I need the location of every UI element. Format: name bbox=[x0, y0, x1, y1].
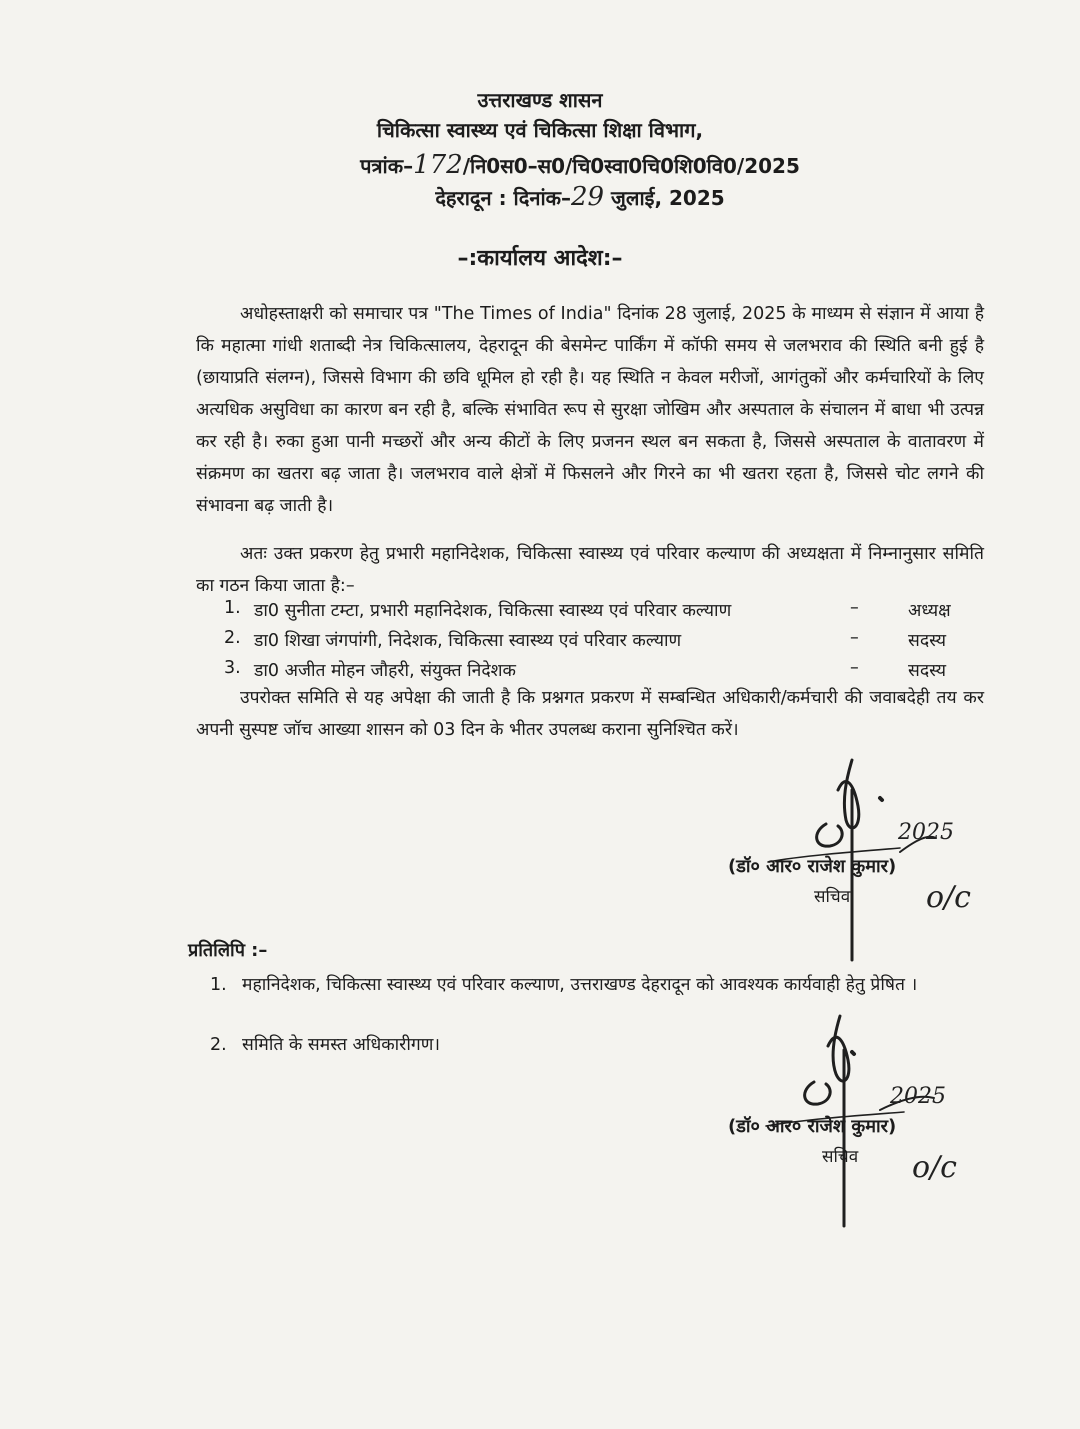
copy-to-heading: प्रतिलिपि :– bbox=[188, 940, 268, 961]
member-dash: – bbox=[850, 658, 859, 678]
date-prefix: देहरादून : दिनांक– bbox=[435, 186, 571, 210]
copy-item-text: समिति के समस्त अधिकारीगण। bbox=[242, 1035, 441, 1055]
paragraph-background: अधोहस्ताक्षरी को समाचार पत्र "The Times of India" दिनांक 28 जुलाई, 2025 के माध्यम से संज्ञान में आया है कि महात्मा गांधी शताब्दी नेत्र चिकित्सालय, देहरादून की बेसमेन्ट पार्किंग में कॉफी समय से जलभराव की स्थिति बनी हुई है (छायाप्रति संलग्न), जिससे विभाग की छवि धूमिल हो रही है। यह स्थिति न केवल मरीजों, आगंतुकों और कर्मचारियों के लिए अत्यधिक असुविधा का कारण बन रही है, बल्कि संभावित रूप से सुरक्षा जोखिम और अस्पताल के संचालन में बाधा भी उत्पन्न कर रही है। रुका हुआ पानी मच्छरों और अन्य कीटों के लिए प्रजनन स्थल बन सकता है, जिससे अस्पताल के वातावरण में संक्रमण का खतरा बढ़ जाता है। जलभराव वाले क्षेत्रों में फिसलने और गिरने का भी खतरा रहता है, जिससे चोट लगने की संभावना बढ़ जाती है। bbox=[196, 304, 984, 516]
document-title: –:कार्यालय आदेश:– bbox=[457, 246, 623, 271]
member-role: अध्यक्ष bbox=[908, 601, 951, 621]
member-name: डा0 सुनीता टम्टा, प्रभारी महानिदेशक, चिकित्सा स्वास्थ्य एवं परिवार कल्याण bbox=[254, 601, 732, 621]
signatory-name: (डॉ० आर० राजेश कुमार) bbox=[728, 856, 897, 877]
member-role: सदस्य bbox=[908, 631, 947, 651]
member-dash: – bbox=[850, 628, 859, 648]
member-number: 3. bbox=[224, 658, 241, 678]
handwritten-date: 2025 bbox=[898, 820, 954, 845]
date-day-handwritten: 29 bbox=[571, 182, 605, 212]
reference-number-handwritten: 172 bbox=[413, 150, 463, 180]
member-name: डा0 अजीत मोहन जौहरी, संयुक्त निदेशक bbox=[254, 661, 516, 681]
handwritten-note: o/c bbox=[912, 1150, 957, 1185]
member-number: 1. bbox=[224, 598, 241, 618]
signatory-name: (डॉ० आर० राजेश कुमार) bbox=[728, 1116, 897, 1137]
reference-suffix: /नि0स0–स0/चि0स्वा0चि0शि0वि0/2025 bbox=[462, 154, 800, 178]
member-number: 2. bbox=[224, 628, 241, 648]
government-name: उत्तराखण्ड शासन bbox=[477, 88, 603, 112]
department-name: चिकित्सा स्वास्थ्य एवं चिकित्सा शिक्षा विभाग, bbox=[376, 118, 704, 142]
handwritten-date: 2025 bbox=[890, 1084, 946, 1109]
handwritten-note: o/c bbox=[926, 880, 971, 915]
member-role: सदस्य bbox=[908, 661, 947, 681]
copy-item-number: 2. bbox=[210, 1035, 227, 1055]
paragraph-committee-mandate: उपरोक्त समिति से यह अपेक्षा की जाती है कि प्रश्नगत प्रकरण में सम्बन्धित अधिकारी/कर्मचारी की जवाबदेही तय कर अपनी सुस्पष्ट जॉच आख्या शासन को 03 दिन के भीतर उपलब्ध कराना सुनिश्चित करें। bbox=[196, 688, 984, 740]
member-name: डा0 शिखा जंगपांगी, निदेशक, चिकित्सा स्वास्थ्य एवं परिवार कल्याण bbox=[254, 631, 682, 651]
copy-item-text: महानिदेशक, चिकित्सा स्वास्थ्य एवं परिवार कल्याण, उत्तराखण्ड देहरादून को आवश्यक कार्यवाही हेतु प्रेषित । bbox=[242, 975, 918, 995]
signatory-designation: सचिव bbox=[814, 887, 851, 907]
date-suffix: जुलाई, 2025 bbox=[604, 186, 725, 210]
paragraph-committee-intro: अतः उक्त प्रकरण हेतु प्रभारी महानिदेशक, चिकित्सा स्वास्थ्य एवं परिवार कल्याण की अध्यक्षता में निम्नानुसार समिति का गठन किया जाता है:– bbox=[196, 544, 984, 596]
signatory-designation: सचिव bbox=[822, 1147, 859, 1167]
reference-prefix: पत्रांक– bbox=[360, 154, 414, 178]
member-dash: – bbox=[850, 598, 859, 618]
copy-item-number: 1. bbox=[210, 975, 227, 995]
